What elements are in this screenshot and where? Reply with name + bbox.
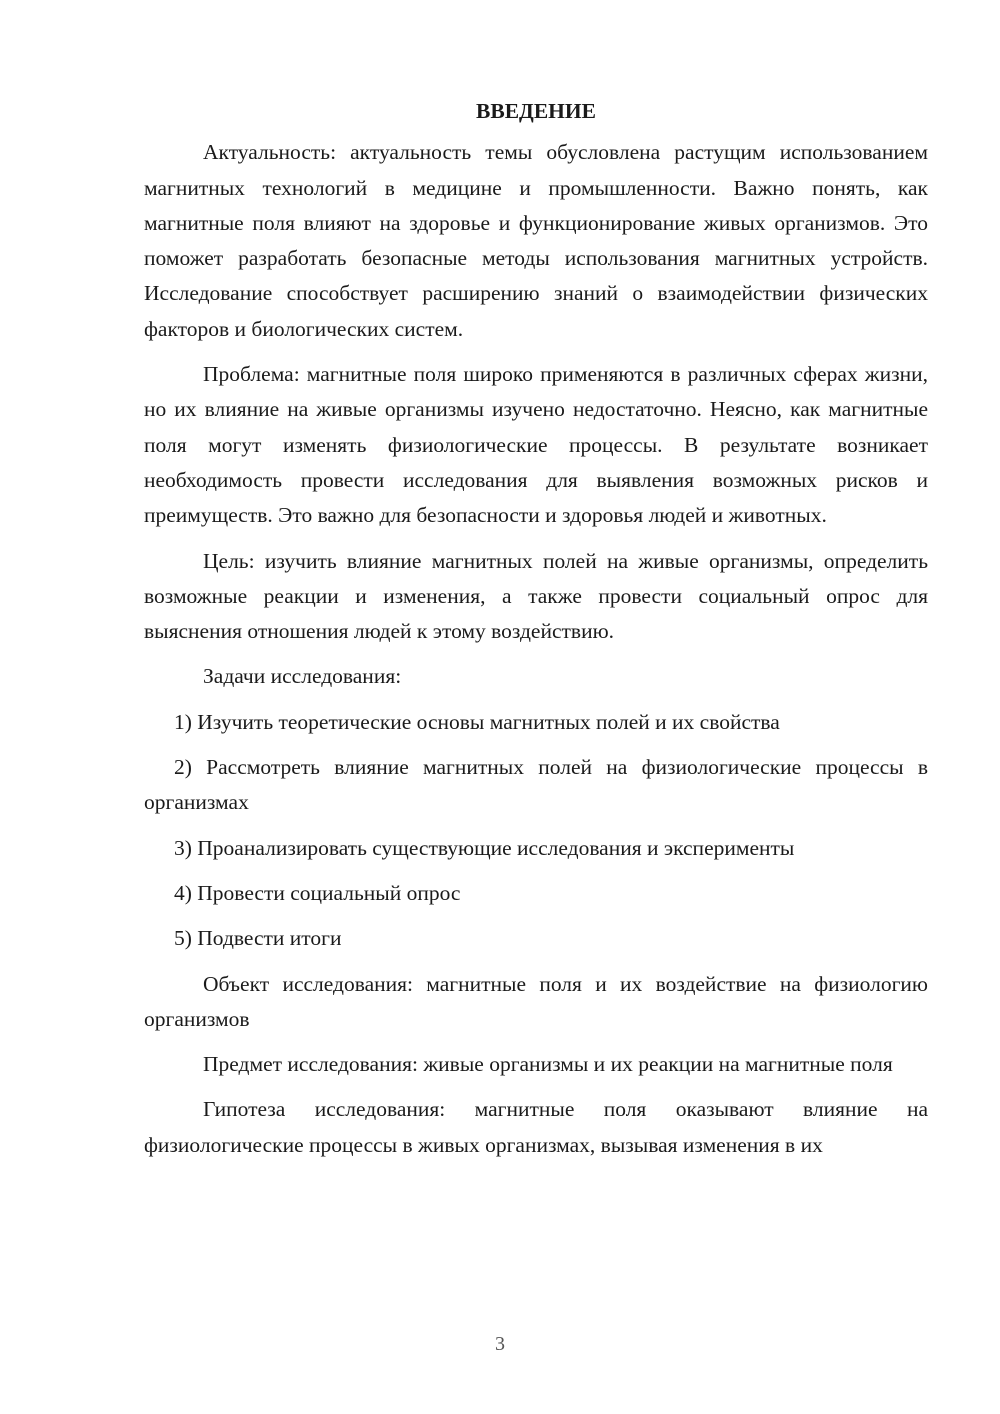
- task-item: 5) Подвести итоги: [174, 926, 342, 951]
- page-number: 3: [495, 1333, 505, 1355]
- relevance-paragraph: Актуальность: актуальность темы обусловлена растущим использованием магнитных технологий в медицине и промышленности. Важно понять, как магнитные поля влияют на здоровье и функционирование живых организмов. Это поможет разработать безопасные методы использования магнитных устройств. Исследование способствует расширению знаний о взаимодействии физических факторов и биологических систем.: [144, 140, 928, 341]
- task-item: 3) Проанализировать существующие исследования и эксперименты: [174, 835, 795, 860]
- goal-paragraph: Цель: изучить влияние магнитных полей на живые организмы, определить возможные реакции и изменения, а также провести социальный опрос для выяснения отношения людей к этому воздействию.: [144, 548, 928, 644]
- task-item: 2) Рассмотреть влияние магнитных полей на физиологические процессы в организмах: [144, 755, 928, 815]
- task-item: 1) Изучить теоретические основы магнитных полей и их свойства: [174, 709, 780, 734]
- section-title: ВВЕДЕНИЕ: [476, 99, 596, 123]
- page-content: [144, 92, 928, 1173]
- problem-paragraph: Проблема: магнитные поля широко применяются в различных сферах жизни, но их влияние на живые организмы изучено недостаточно. Неясно, как магнитные поля могут изменять физиологические процессы. В результате возникает необходимость провести исследования для выявления возможных рисков и преимуществ. Это важно для безопасности и здоровья людей и животных.: [144, 362, 928, 528]
- tasks-heading: Задачи исследования:: [203, 664, 402, 689]
- object-paragraph: Объект исследования: магнитные поля и их воздействие на физиологию организмов: [144, 971, 928, 1031]
- subject-paragraph: Предмет исследования: живые организмы и их реакции на магнитные поля: [203, 1052, 893, 1077]
- hypothesis-paragraph: Гипотеза исследования: магнитные поля оказывают влияние на физиологические процессы в живых организмах, вызывая изменения в их: [144, 1097, 928, 1157]
- task-item: 4) Провести социальный опрос: [174, 880, 461, 905]
